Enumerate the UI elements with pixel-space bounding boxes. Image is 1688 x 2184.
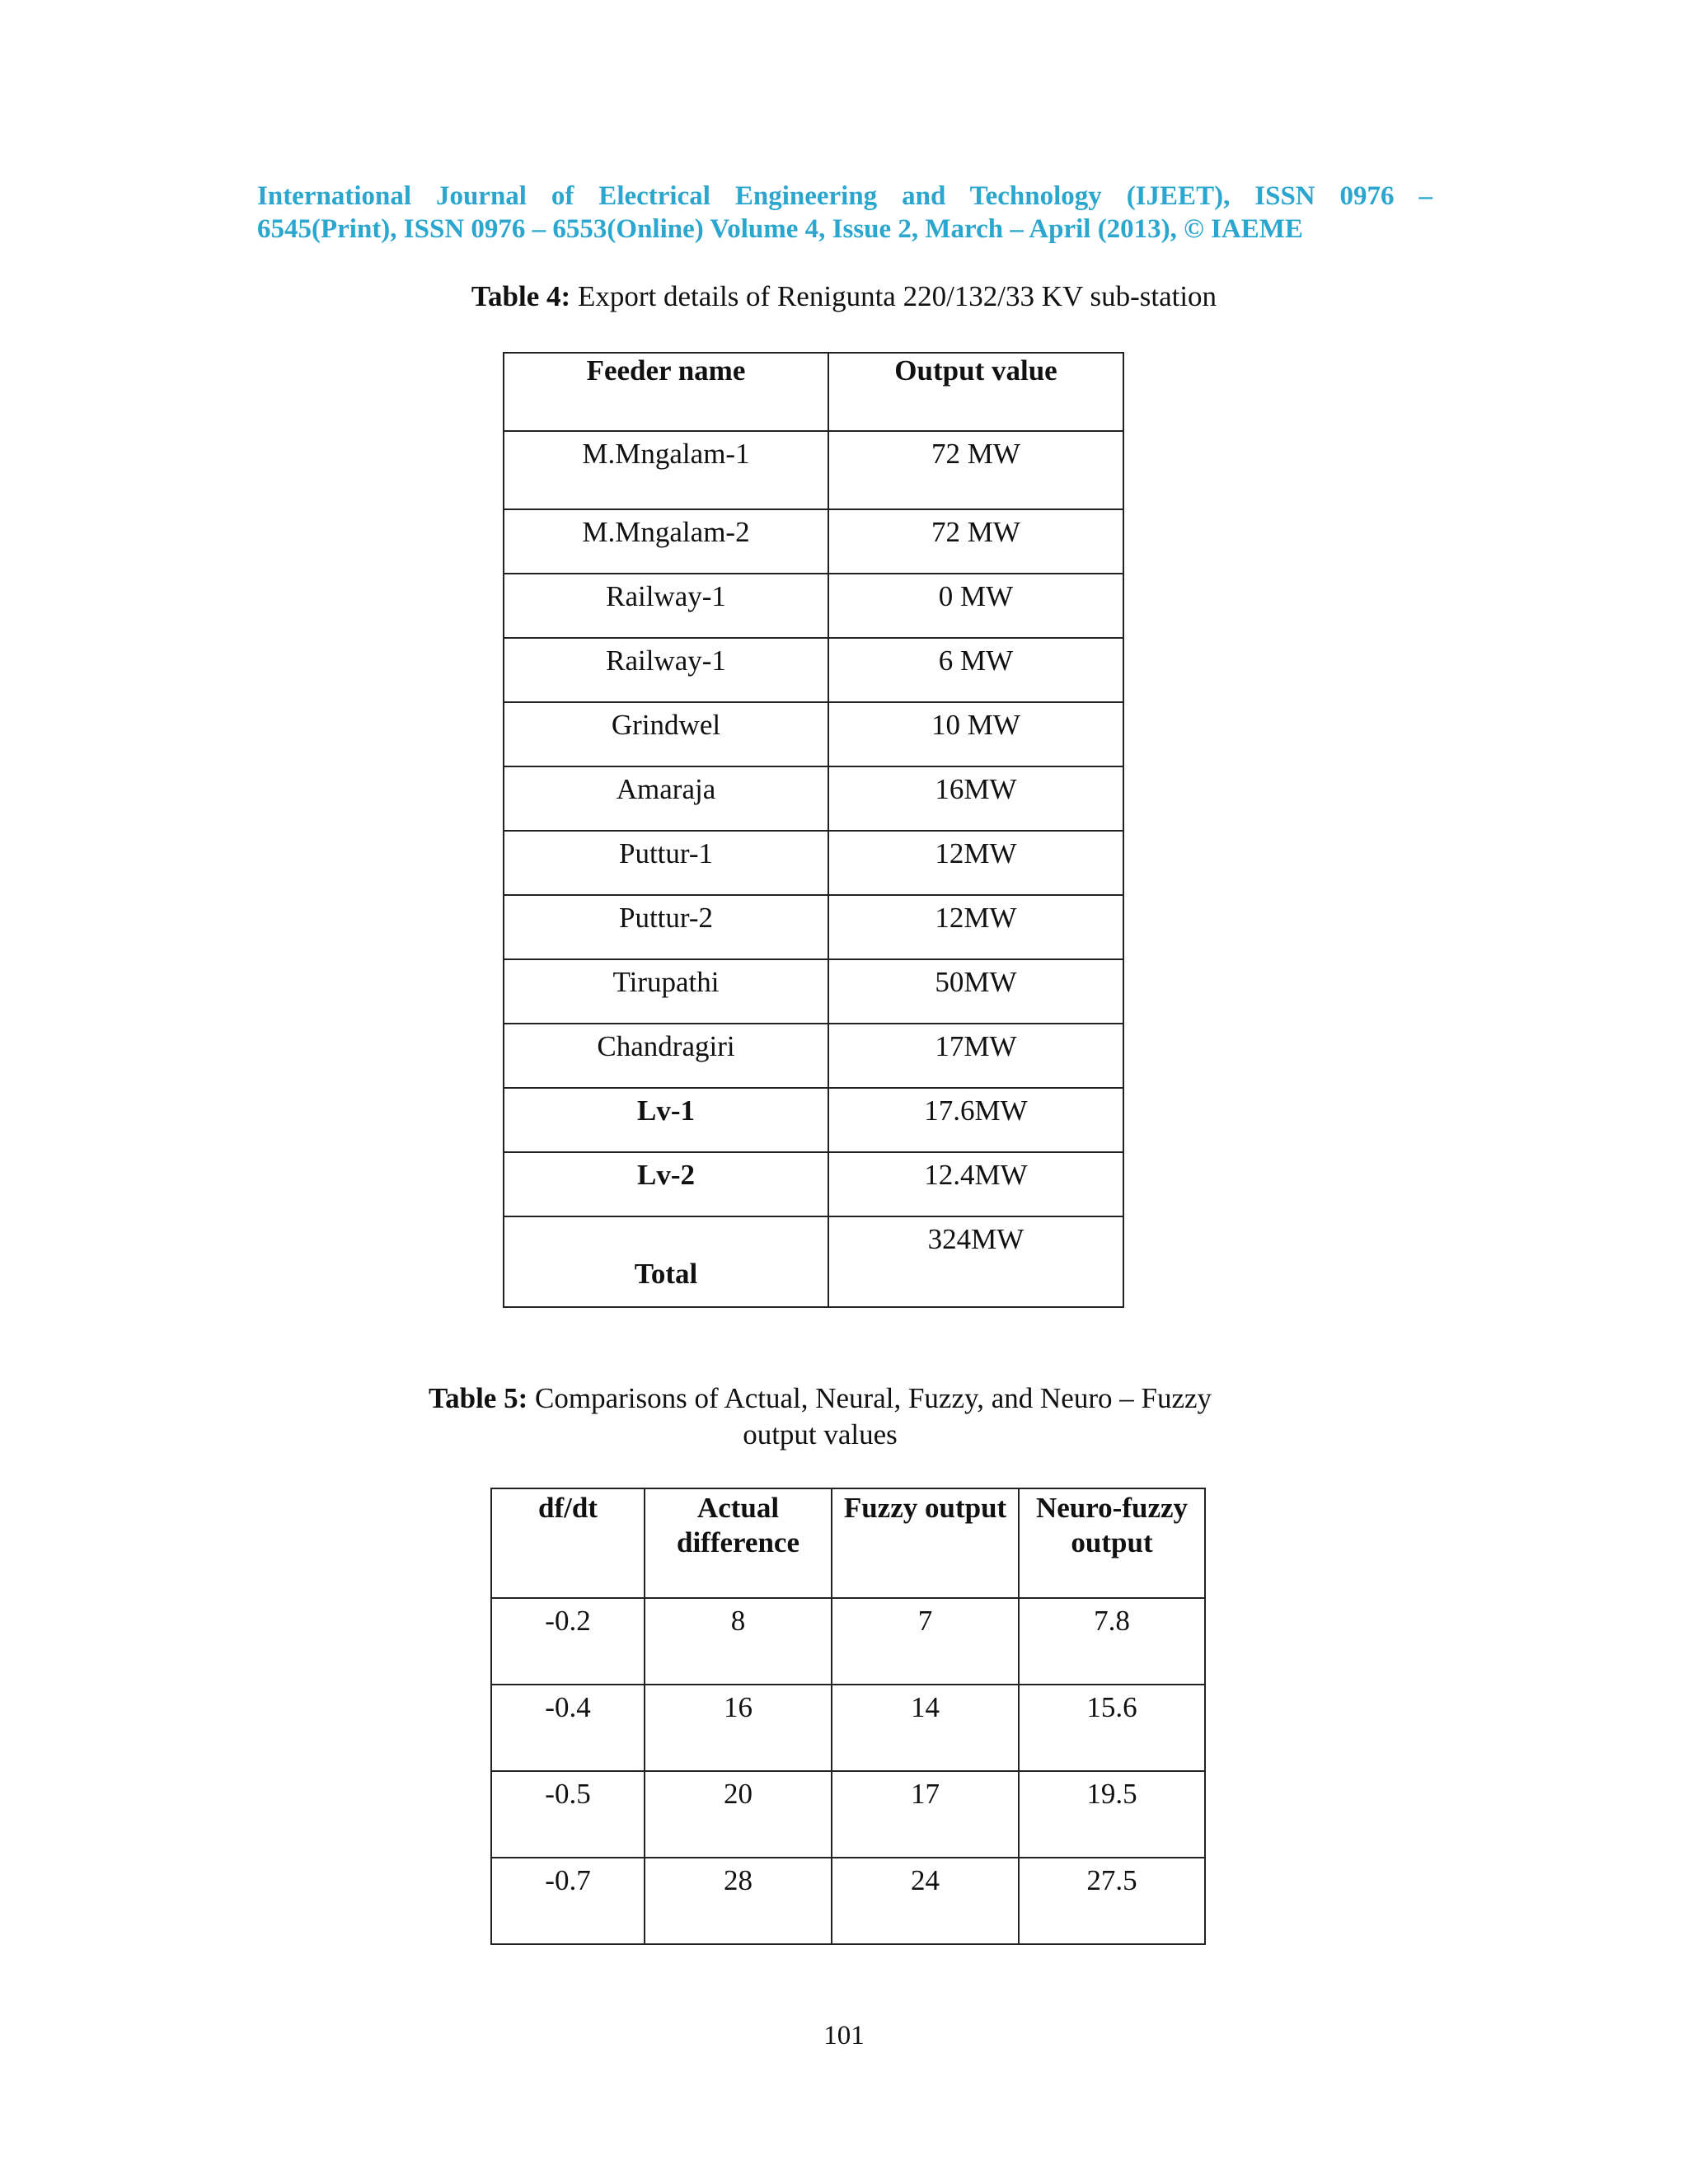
neuro-fuzzy-output-cell: 7.8 (1019, 1598, 1205, 1685)
table-4-export-details (503, 352, 1124, 1308)
feeder-name-cell: Railway-1 (504, 574, 828, 638)
output-value-cell: 12MW (828, 831, 1123, 895)
table-5-caption (396, 1380, 1245, 1453)
table-5-caption-label: Table 5: (428, 1382, 528, 1414)
table-row (504, 831, 1123, 895)
output-value-cell: 17.6MW (828, 1088, 1123, 1152)
table-row (491, 1598, 1205, 1685)
fuzzy-output-cell: 7 (832, 1598, 1019, 1685)
table-total-row (504, 1216, 1123, 1307)
output-value-cell: 72 MW (828, 509, 1123, 574)
neuro-fuzzy-output-cell: 27.5 (1019, 1858, 1205, 1944)
table-row (504, 1088, 1123, 1152)
df-dt-cell: -0.7 (491, 1858, 645, 1944)
df-dt-cell: -0.4 (491, 1685, 645, 1771)
table-5-caption-text: Comparisons of Actual, Neural, Fuzzy, and Neuro – Fuzzy output values (528, 1382, 1212, 1451)
output-value-cell: 50MW (828, 959, 1123, 1024)
column-header-actual-difference: Actual difference (645, 1488, 832, 1598)
feeder-name-cell: Chandragiri (504, 1024, 828, 1088)
feeder-name-cell: Amaraja (504, 766, 828, 831)
feeder-name-cell: Lv-2 (504, 1152, 828, 1216)
output-value-cell: 10 MW (828, 702, 1123, 766)
column-header-neuro-fuzzy-output: Neuro-fuzzy output (1019, 1488, 1205, 1598)
journal-header-line-1: International Journal of Electrical Engineering and Technology (IJEET), ISSN 0976 – (257, 181, 1432, 211)
total-value-cell: 324MW (828, 1216, 1123, 1307)
column-header-fuzzy-output: Fuzzy output (832, 1488, 1019, 1598)
feeder-name-cell: Tirupathi (504, 959, 828, 1024)
feeder-name-cell: M.Mngalam-1 (504, 431, 828, 509)
table-row (504, 574, 1123, 638)
output-value-cell: 12.4MW (828, 1152, 1123, 1216)
df-dt-cell: -0.5 (491, 1771, 645, 1858)
column-header-feeder-name: Feeder name (504, 353, 828, 431)
fuzzy-output-cell: 24 (832, 1858, 1019, 1944)
fuzzy-output-cell: 14 (832, 1685, 1019, 1771)
table-row (504, 509, 1123, 574)
journal-header-line-2: 6545(Print), ISSN 0976 – 6553(Online) Volume 4, Issue 2, March – April (2013), © IAEME (257, 214, 1303, 244)
fuzzy-output-cell: 17 (832, 1771, 1019, 1858)
journal-header (257, 180, 1432, 246)
table-row (504, 638, 1123, 702)
actual-difference-cell: 16 (645, 1685, 832, 1771)
table-row (491, 1771, 1205, 1858)
output-value-cell: 72 MW (828, 431, 1123, 509)
actual-difference-cell: 20 (645, 1771, 832, 1858)
feeder-name-cell: Lv-1 (504, 1088, 828, 1152)
table-row (504, 1024, 1123, 1088)
table-row (504, 959, 1123, 1024)
feeder-name-cell: Railway-1 (504, 638, 828, 702)
output-value-cell: 16MW (828, 766, 1123, 831)
neuro-fuzzy-output-cell: 15.6 (1019, 1685, 1205, 1771)
table-4-caption-text: Export details of Renigunta 220/132/33 KV sub-station (570, 280, 1217, 312)
table-row (504, 895, 1123, 959)
feeder-name-cell: Puttur-2 (504, 895, 828, 959)
column-header-df-dt: df/dt (491, 1488, 645, 1598)
table-row (491, 1858, 1205, 1944)
output-value-cell: 12MW (828, 895, 1123, 959)
table-row (491, 1685, 1205, 1771)
actual-difference-cell: 8 (645, 1598, 832, 1685)
actual-difference-cell: 28 (645, 1858, 832, 1944)
column-header-output-value: Output value (828, 353, 1123, 431)
feeder-name-cell: Puttur-1 (504, 831, 828, 895)
total-label-cell: Total (504, 1216, 828, 1307)
table-row (504, 431, 1123, 509)
df-dt-cell: -0.2 (491, 1598, 645, 1685)
table-4-caption-label: Table 4: (471, 280, 571, 312)
output-value-cell: 6 MW (828, 638, 1123, 702)
output-value-cell: 17MW (828, 1024, 1123, 1088)
page-number: 101 (823, 2021, 865, 2050)
table-row (504, 1152, 1123, 1216)
table-5-comparison (490, 1488, 1206, 1945)
table-row (504, 702, 1123, 766)
output-value-cell: 0 MW (828, 574, 1123, 638)
feeder-name-cell: M.Mngalam-2 (504, 509, 828, 574)
table-4-caption (247, 279, 1441, 315)
table-row (504, 766, 1123, 831)
neuro-fuzzy-output-cell: 19.5 (1019, 1771, 1205, 1858)
table-5-header-row (491, 1488, 1205, 1598)
table-4-header-row (504, 353, 1123, 431)
feeder-name-cell: Grindwel (504, 702, 828, 766)
